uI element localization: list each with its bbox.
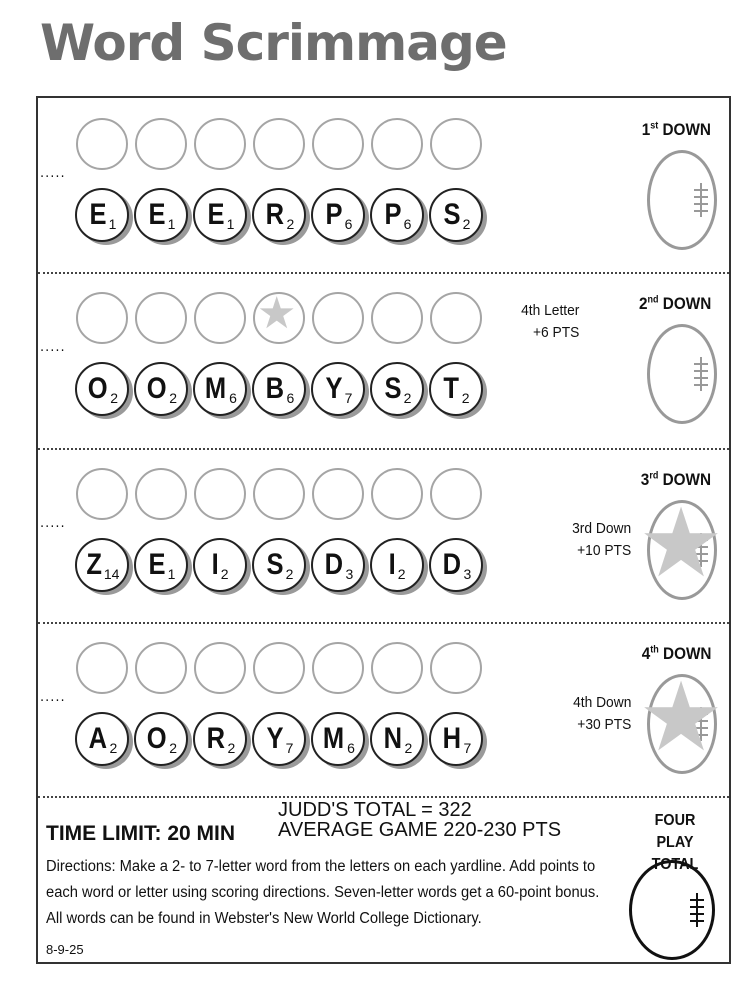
down-number: 1 [641,120,651,139]
tile-letter: M [322,722,345,755]
yardline-row-2 [38,272,729,446]
answer-slot[interactable] [312,468,364,520]
tile-points: 2 [220,566,229,582]
letter-tile[interactable] [370,712,424,766]
tile-points: 6 [229,390,237,406]
tile-points: 2 [462,216,471,232]
answer-slot[interactable] [194,642,246,694]
down-number: 4 [641,644,650,663]
bonus-condition: 3rd Down [571,520,631,537]
answer-slot[interactable] [430,468,482,520]
answer-slot[interactable] [312,642,364,694]
answer-slot[interactable] [194,292,246,344]
letter-tile[interactable] [134,538,188,592]
answer-slot[interactable] [135,468,187,520]
down-suffix: rd [649,470,659,482]
tile-points: 1 [108,216,117,232]
letter-tile[interactable] [252,538,306,592]
tile-letter: S [384,372,402,405]
tile-points: 2 [404,740,413,756]
tile-points: 2 [285,566,294,582]
letter-tile[interactable] [370,188,424,242]
tile-letter: A [88,722,107,755]
lace-icon [694,183,708,217]
star-icon: ★ [638,661,725,773]
letter-tile[interactable] [370,538,424,592]
average-game: AVERAGE GAME 220-230 PTS [278,819,562,841]
bonus-condition: 4th Down [572,694,631,711]
down-number: 2 [638,294,648,313]
tile-letter: T [443,372,460,405]
tile-points: 2 [397,566,406,582]
tile-points: 6 [286,390,295,406]
bonus-rule [572,518,631,562]
answer-slot[interactable] [135,642,187,694]
down-suffix: th [649,644,659,656]
down-word: DOWN [662,120,711,139]
letter-tile[interactable] [193,188,247,242]
answer-slot[interactable] [253,642,305,694]
letter-tile[interactable] [75,362,129,416]
directions: Directions: Make a 2- to 7-letter word from the letters on each yardline. Add points to each word or letter using scoring directions. Seven-letter words get a 60-point bonus. All words can be found in Webster's New World College Dictionary. [46,858,600,927]
down-suffix: st [650,120,659,132]
down-label [639,294,711,314]
letter-tile[interactable] [252,362,306,416]
tile-points: 6 [344,216,353,232]
puzzle-date: 8-9-25 [46,942,84,957]
tile-letter: E [148,198,166,231]
tile-points: 2 [461,390,470,406]
down-word: DOWN [662,470,711,489]
answer-slot[interactable] [194,118,246,170]
answer-slot[interactable] [371,118,423,170]
letter-tile[interactable] [134,712,188,766]
tile-points: 2 [110,390,119,406]
tile-points: 1 [226,216,235,232]
tile-letter: B [265,372,284,405]
letter-tile[interactable] [429,188,483,242]
tile-letter: S [266,548,284,581]
tile-points: 2 [109,740,118,756]
tile-letter: R [265,198,284,231]
tile-letter: E [207,198,225,231]
four-play-total-football-icon[interactable] [629,860,715,960]
tile-points: 1 [167,566,176,582]
football-icon[interactable] [647,150,717,250]
star-icon: ★ [638,487,725,599]
answer-slot[interactable] [371,292,423,344]
star-icon: ★ [257,288,297,339]
down-word: DOWN [662,644,711,663]
judds-total: JUDD'S TOTAL = 322 [278,799,472,821]
yardline-row-4 [38,622,729,796]
tile-points: 14 [103,566,120,582]
tile-letter: O [146,372,167,405]
answer-slot[interactable] [76,118,128,170]
tile-letter: I [389,548,397,581]
score-info [278,800,561,840]
tile-letter: O [87,372,108,405]
tile-points: 1 [167,216,176,232]
tile-letter: Z [85,548,102,581]
bonus-condition: 4th Letter [520,302,579,319]
letter-tile[interactable] [75,188,129,242]
tile-points: 2 [169,390,178,406]
yardline-row-1 [38,98,729,272]
letter-tile[interactable] [252,712,306,766]
yardline-row-3 [38,448,729,622]
row-leader: ..... [40,340,66,355]
time-limit: TIME LIMIT: 20 MIN [46,822,235,845]
answer-slot[interactable] [430,118,482,170]
answer-slot[interactable] [312,118,364,170]
answer-slot[interactable] [253,118,305,170]
letter-tile[interactable] [429,538,483,592]
tile-points: 6 [347,740,355,756]
answer-slot[interactable] [76,292,128,344]
letter-tile[interactable] [311,538,365,592]
tile-points: 3 [463,566,472,582]
yardline-divider [38,272,729,274]
letter-tile[interactable] [370,362,424,416]
answer-slot[interactable] [430,292,482,344]
yardline-divider [38,796,729,798]
tile-points: 2 [227,740,236,756]
answer-slot[interactable] [76,642,128,694]
letter-tile[interactable] [193,362,247,416]
down-suffix: nd [647,294,659,306]
four-play-total-label: FOUR PLAY TOTAL [651,812,699,873]
letter-tile[interactable] [311,188,365,242]
tile-letter: M [204,372,227,405]
answer-slot[interactable] [135,118,187,170]
bonus-rule [521,300,579,344]
answer-slot[interactable] [371,468,423,520]
tile-letter: S [443,198,461,231]
down-number: 3 [640,470,650,489]
yardline-divider [38,622,729,624]
yardline-divider [38,448,729,450]
letter-tile[interactable] [429,712,483,766]
bonus-points: +10 PTS [576,542,631,559]
answer-slot[interactable] [430,642,482,694]
football-icon[interactable] [647,324,717,424]
answer-slot[interactable] [194,468,246,520]
tile-letter: Y [266,722,284,755]
tile-letter: P [384,198,402,231]
letter-tile[interactable] [311,362,365,416]
tile-letter: Y [325,372,343,405]
row-leader: ..... [40,166,66,181]
page-title: Word Scrimmage [40,14,507,72]
down-word: DOWN [662,294,711,313]
tile-letter: N [383,722,402,755]
answer-slot[interactable] [253,468,305,520]
letter-tile[interactable] [252,188,306,242]
lace-icon [690,893,704,927]
tile-letter: E [148,548,166,581]
answer-slot[interactable] [371,642,423,694]
letter-tile[interactable] [134,188,188,242]
answer-slot[interactable] [135,292,187,344]
bonus-points: +30 PTS [576,716,631,733]
tile-letter: D [442,548,461,581]
down-label [642,120,711,140]
letter-tile[interactable] [75,712,129,766]
tile-letter: R [206,722,225,755]
answer-slot[interactable] [312,292,364,344]
tile-letter: I [212,548,220,581]
bonus-rule [573,692,631,736]
letter-tile[interactable] [134,362,188,416]
tile-letter: H [442,722,461,755]
tile-points: 2 [169,740,178,756]
row-leader: ..... [40,690,66,705]
answer-slot[interactable] [253,288,305,344]
lace-icon [694,357,708,391]
letter-tile[interactable] [193,538,247,592]
tile-letter: P [325,198,343,231]
tile-letter: E [89,198,107,231]
letter-tile[interactable] [311,712,365,766]
tile-points: 6 [403,216,412,232]
game-board [36,96,731,964]
tile-points: 3 [345,566,354,582]
letter-tile[interactable] [429,362,483,416]
letter-tile[interactable] [75,538,129,592]
tile-letter: O [146,722,167,755]
tile-points: 7 [285,740,294,756]
tile-points: 2 [403,390,412,406]
tile-points: 7 [344,390,353,406]
answer-slot[interactable] [76,468,128,520]
tile-letter: D [324,548,343,581]
row-leader: ..... [40,516,66,531]
tile-points: 2 [286,216,295,232]
football-icon[interactable] [638,487,725,600]
football-icon[interactable] [638,661,725,774]
tile-points: 7 [463,740,472,756]
footer-panel [38,796,729,966]
letter-tile[interactable] [193,712,247,766]
bonus-points: +6 PTS [532,324,579,341]
